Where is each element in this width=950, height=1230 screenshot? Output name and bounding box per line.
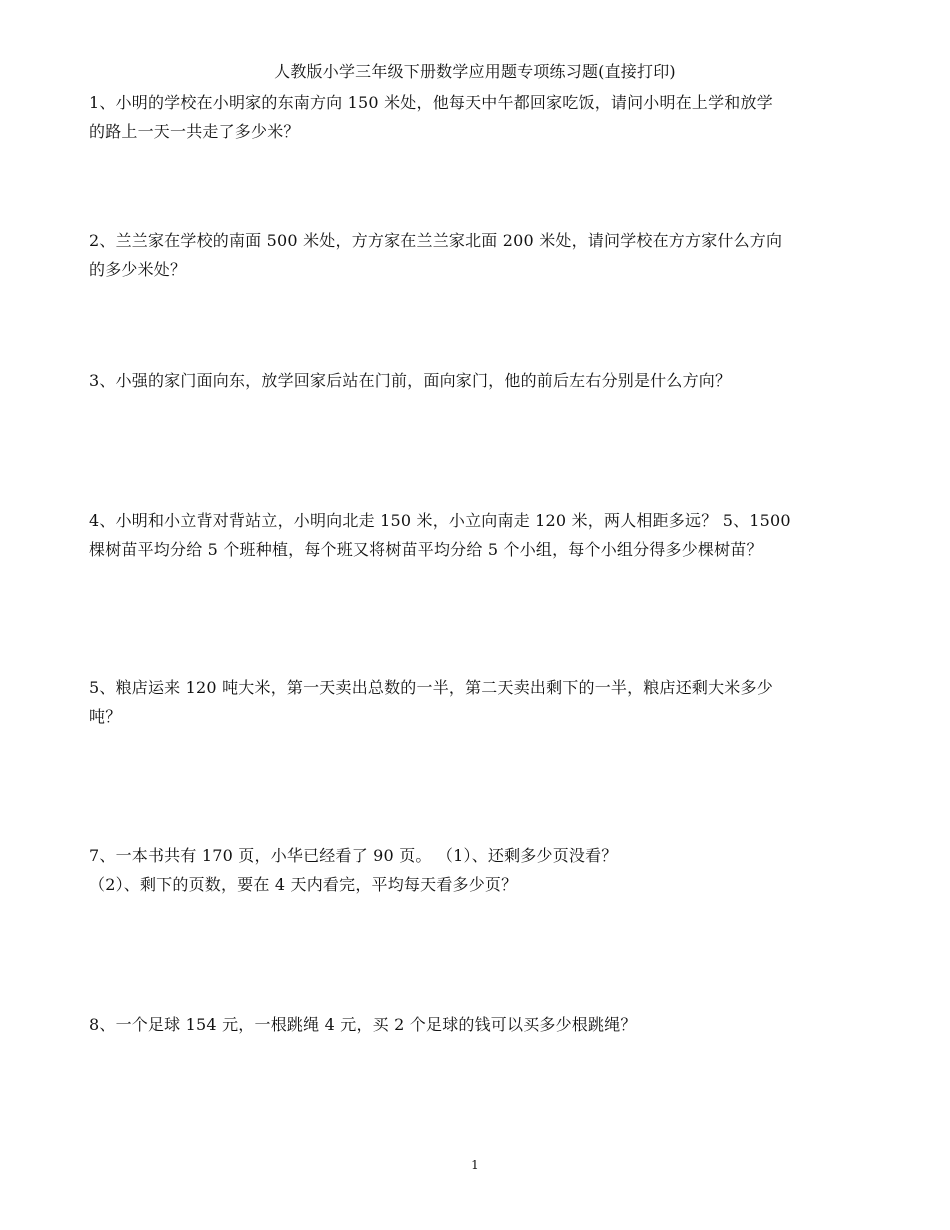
question-1-line-1: 1、小明的学校在小明家的东南方向 150 米处，他每天中午都回家吃饭，请问小明在上学和放学 <box>89 93 773 112</box>
question-5 <box>89 673 865 731</box>
question-8-line-1: 8、一个足球 154 元，一根跳绳 4 元，买 2 个足球的钱可以买多少根跳绳？ <box>89 1015 637 1034</box>
question-5-line-1: 5、粮店运来 120 吨大米，第一天卖出总数的一半，第二天卖出剩下的一半，粮店还剩大米多少 <box>89 678 773 697</box>
question-4-line-2: 棵树苗平均分给 5 个班种植，每个班又将树苗平均分给 5 个小组，每个小组分得多少棵树苗？ <box>89 540 763 559</box>
question-5-line-2: 吨？ <box>89 707 122 726</box>
question-2 <box>89 226 865 284</box>
question-3-line-1: 3、小强的家门面向东，放学回家后站在门前，面向家门，他的前后左右分别是什么方向？ <box>89 371 732 390</box>
question-7 <box>89 841 865 899</box>
question-7-line-2: （2）、剩下的页数，要在 4 天内看完，平均每天看多少页？ <box>89 875 518 894</box>
question-3 <box>89 366 865 395</box>
page-number: 1 <box>471 1158 479 1172</box>
question-7-line-1: 7、一本书共有 170 页，小华已经看了 90 页。 （1）、还剩多少页没看？ <box>89 846 618 865</box>
question-2-line-1: 2、兰兰家在学校的南面 500 米处，方方家在兰兰家北面 200 米处，请问学校在方方家什么方向 <box>89 231 783 250</box>
question-1-line-2: 的路上一天一共走了多少米？ <box>89 122 300 141</box>
document-title: 人教版小学三年级下册数学应用题专项练习题(直接打印) <box>274 62 676 81</box>
question-8 <box>89 1010 865 1039</box>
question-1 <box>89 88 865 146</box>
question-4-line-1: 4、小明和小立背对背站立，小明向北走 150 米，小立向南走 120 米，两人相距多远？ 5、1500 <box>89 511 791 530</box>
question-4 <box>89 506 865 564</box>
question-2-line-2: 的多少米处？ <box>89 260 187 279</box>
